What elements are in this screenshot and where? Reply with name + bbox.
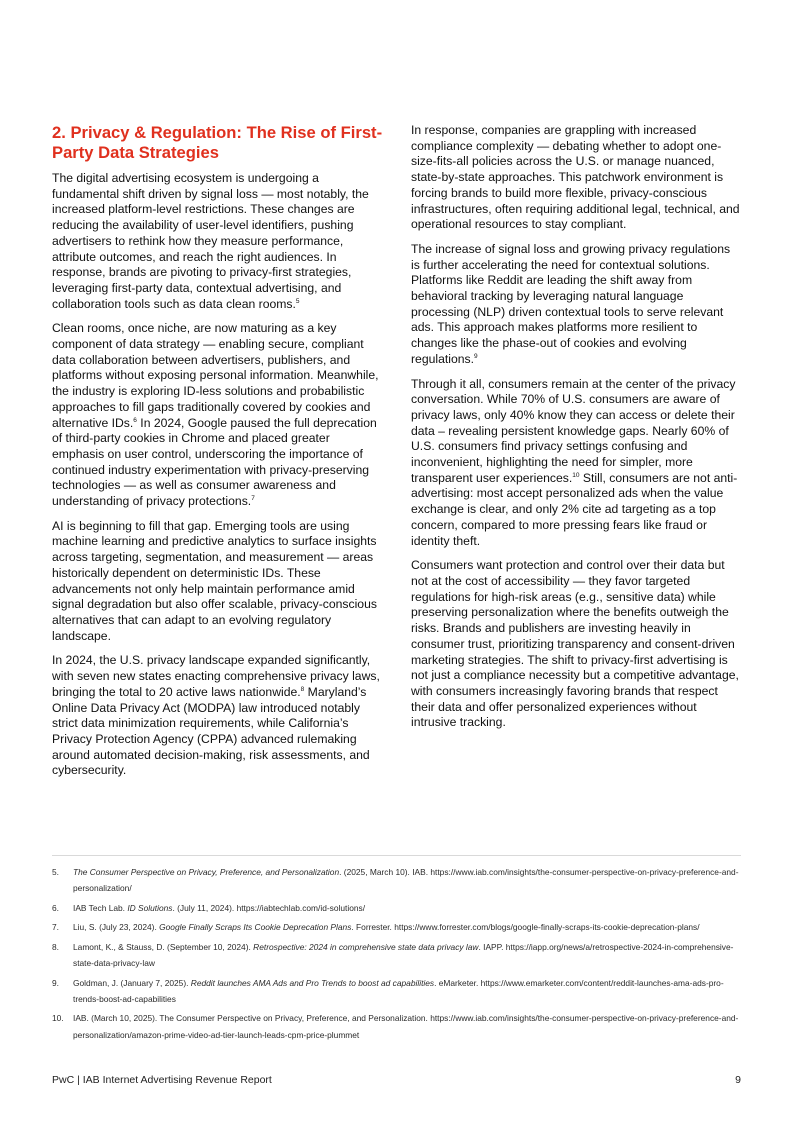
footnote-item: 8. Lamont, K., & Stauss, D. (September 10, 2024). Retrospective: 2024 in comprehensive state data privacy law. IAPP. https://iapp.org/news/a/retrospective-2024-in-comprehensive-state-data-privacy-law bbox=[52, 941, 734, 969]
left-column bbox=[52, 123, 384, 788]
footnote-item: 7. Liu, S. (July 23, 2024). Google Finally Scraps Its Cookie Deprecation Plans. Forrester. https://www.forrester.com/blogs/google-finally-scraps-its-cookie-deprecation-plans/ bbox=[52, 922, 700, 933]
section-title: 2. Privacy & Regulation: The Rise of First-Party Data Strategies bbox=[52, 123, 383, 162]
footnote-divider bbox=[52, 855, 741, 856]
footnote-item: 9. Goldman, J. (January 7, 2025). Reddit launches AMA Ads and Pro Trends to boost ad capabilities. eMarketer. https://www.emarketer.com/content/reddit-launches-ama-ads-pro-trends-boost-ad-capabilities bbox=[52, 977, 724, 1004]
paragraph: Consumers want protection and control over their data but not at the cost of accessibility — they favor targeted regulations for high-risk areas (e.g., sensitive data) while preserving personalization where the benefits outweigh the risks. Brands and publishers are investing heavily in consumer trust, prioritizing transparency and consent-driven marketing strategies. The shift to privacy-first advertising is not just a compliance necessity but a competitive advantage, with consumers increasingly favoring brands that respect their data and offer personalized experiences without intrusive tracking. bbox=[411, 558, 739, 730]
paragraph: AI is beginning to fill that gap. Emerging tools are using machine learning and predictive analytics to surface insights across targeting, segmentation, and measurement — areas historically dependent on deterministic IDs. These advancements not only help maintain performance amid signal degradation but also offer scalable, privacy-conscious alternatives that can adapt to an evolving regulatory landscape. bbox=[52, 518, 377, 643]
footnote-ref[interactable]: 9 bbox=[474, 352, 478, 360]
paragraph: The digital advertising ecosystem is undergoing a fundamental shift driven by signal loss — most notably, the increased platform-level restrictions. These changes are reducing the availability of user-level identifiers, pushing advertisers to rethink how they measure performance, attribute outcomes, and reach the right audiences. In response, brands are pivoting to privacy-first strategies, leveraging first-party data, contextual advertising, and collaboration tools such as data clean rooms.$^5$ bbox=[52, 171, 369, 311]
footnote-ref[interactable]: 6 bbox=[133, 416, 137, 424]
footnote-link[interactable]: . (2025, March 10). IAB. https://www.iab.com/insights/the-consumer-perspective-on-privacy-preference-and-personalization/ bbox=[73, 867, 739, 894]
paragraph: In response, companies are grappling with increased compliance complexity — debating whether to adopt one-size-fits-all policies across the U.S. or manage nuanced, state-by-state approaches. This patchwork environment is forcing brands to build more flexible, privacy-conscious infrastructures, often requiring additional legal, technical, and operational resources to stay compliant. bbox=[411, 123, 740, 232]
paragraph: Clean rooms, once niche, are now maturing as a key component of data strategy — enabling secure, compliant data collaboration between advertisers, publishers, and platforms without exposing personal information. Meanwhile, the industry is exploring ID-less solutions and probabilistic approaches to fill gaps traditionally covered by cookies and alternative IDs.$^6$ In 2024, Google paused the full deprecation of third-party cookies in Chrome and placed greater emphasis on user control, underscoring the importance of continued industry experimentation with privacy-preserving technologies — as well as consumer awareness and understanding of privacy protections.$^7$ bbox=[52, 321, 379, 509]
page-footer bbox=[52, 1074, 741, 1086]
footnotes bbox=[52, 864, 741, 1046]
footnote-item: 6. IAB Tech Lab. ID Solutions. (July 11, 2024). https://iabtechlab.com/id-solutions/ bbox=[52, 902, 366, 913]
paragraph: Through it all, consumers remain at the center of the privacy conversation. While 70% of U.S. consumers are aware of privacy laws, only 40% know they can access or delete their data – revealing persistent knowledge gaps. Nearly 60% of U.S. consumers find privacy settings confusing and inconvenient, highlighting the need for simpler, more transparent user experiences.$^{10}$ Still, consumers are not anti-advertising: most accept personalized ads when the value exchange is clear, and only 2% cite ad targeting as a top concern, compared to more pressing fears like fraud or identity theft. bbox=[411, 376, 738, 548]
footnote-item: 10. IAB. (March 10, 2025). The Consumer Perspective on Privacy, Preference, and Personalization. https://www.iab.com/insights/the-consumer-perspective-on-privacy-preference-and-personalization/amazon-prime-video-ad-tier-launch-leads-cpm-price-plummet bbox=[52, 1013, 739, 1040]
footnote-link[interactable]: . (July 11, 2024). https://iabtechlab.com/id-solutions/ bbox=[172, 902, 366, 913]
paragraph: The increase of signal loss and growing privacy regulations is further accelerating the need for contextual solutions. Platforms like Reddit are leading the shift away from behavioral tracking by leveraging natural language processing (NLP) driven contextual tools to serve relevant ads. This approach makes platforms more resilient to changes like the phase-out of cookies and evolving regulations.$^9$ bbox=[411, 241, 731, 366]
footnote-link[interactable]: . eMarketer. https://www.emarketer.com/content/reddit-launches-ama-ads-pro-trends-boost-ad-capabilities bbox=[73, 977, 724, 1004]
page-number: 9 bbox=[735, 1074, 741, 1086]
footnote-ref[interactable]: 8 bbox=[300, 685, 305, 693]
footnote-link[interactable]: IAB. (March 10, 2025). The Consumer Perspective on Privacy, Preference, and Personalization. https://www.iab.com/insights/the-consumer-perspective-on-privacy-preference-and-personalization/amazon-prime-video-ad-tier-launch-leads-cpm-price-plummet bbox=[73, 1013, 739, 1040]
footnote-ref[interactable]: 10 bbox=[572, 471, 580, 479]
footnote-link[interactable]: . Forrester. https://www.forrester.com/blogs/google-finally-scraps-its-cookie-deprecation-plans/ bbox=[351, 922, 700, 933]
paragraph: In 2024, the U.S. privacy landscape expanded significantly, with seven new states enacting comprehensive privacy laws, bringing the total to 20 active laws nationwide.$^8$ Maryland’s Online Data Privacy Act (MODPA) law introduced notably strict data minimization requirements, while California’s Privacy Protection Agency (CPPA) advanced rulemaking around automated decision-making, risk assessments, and cybersecurity. bbox=[52, 653, 380, 778]
footnote-ref[interactable]: 5 bbox=[295, 297, 300, 305]
footnote-link[interactable]: . IAPP. https://iapp.org/news/a/retrospective-2024-in-comprehensive-state-data-privacy-law bbox=[73, 941, 734, 969]
report-label: PwC | IAB Internet Advertising Revenue Report bbox=[52, 1074, 272, 1086]
footnote-ref[interactable]: 7 bbox=[251, 495, 255, 502]
right-column bbox=[411, 123, 741, 740]
footnote-item: 5. The Consumer Perspective on Privacy, Preference, and Personalization. (2025, March 10). IAB. https://www.iab.com/insights/the-consumer-perspective-on-privacy-preference-and-personalization/ bbox=[52, 867, 739, 894]
